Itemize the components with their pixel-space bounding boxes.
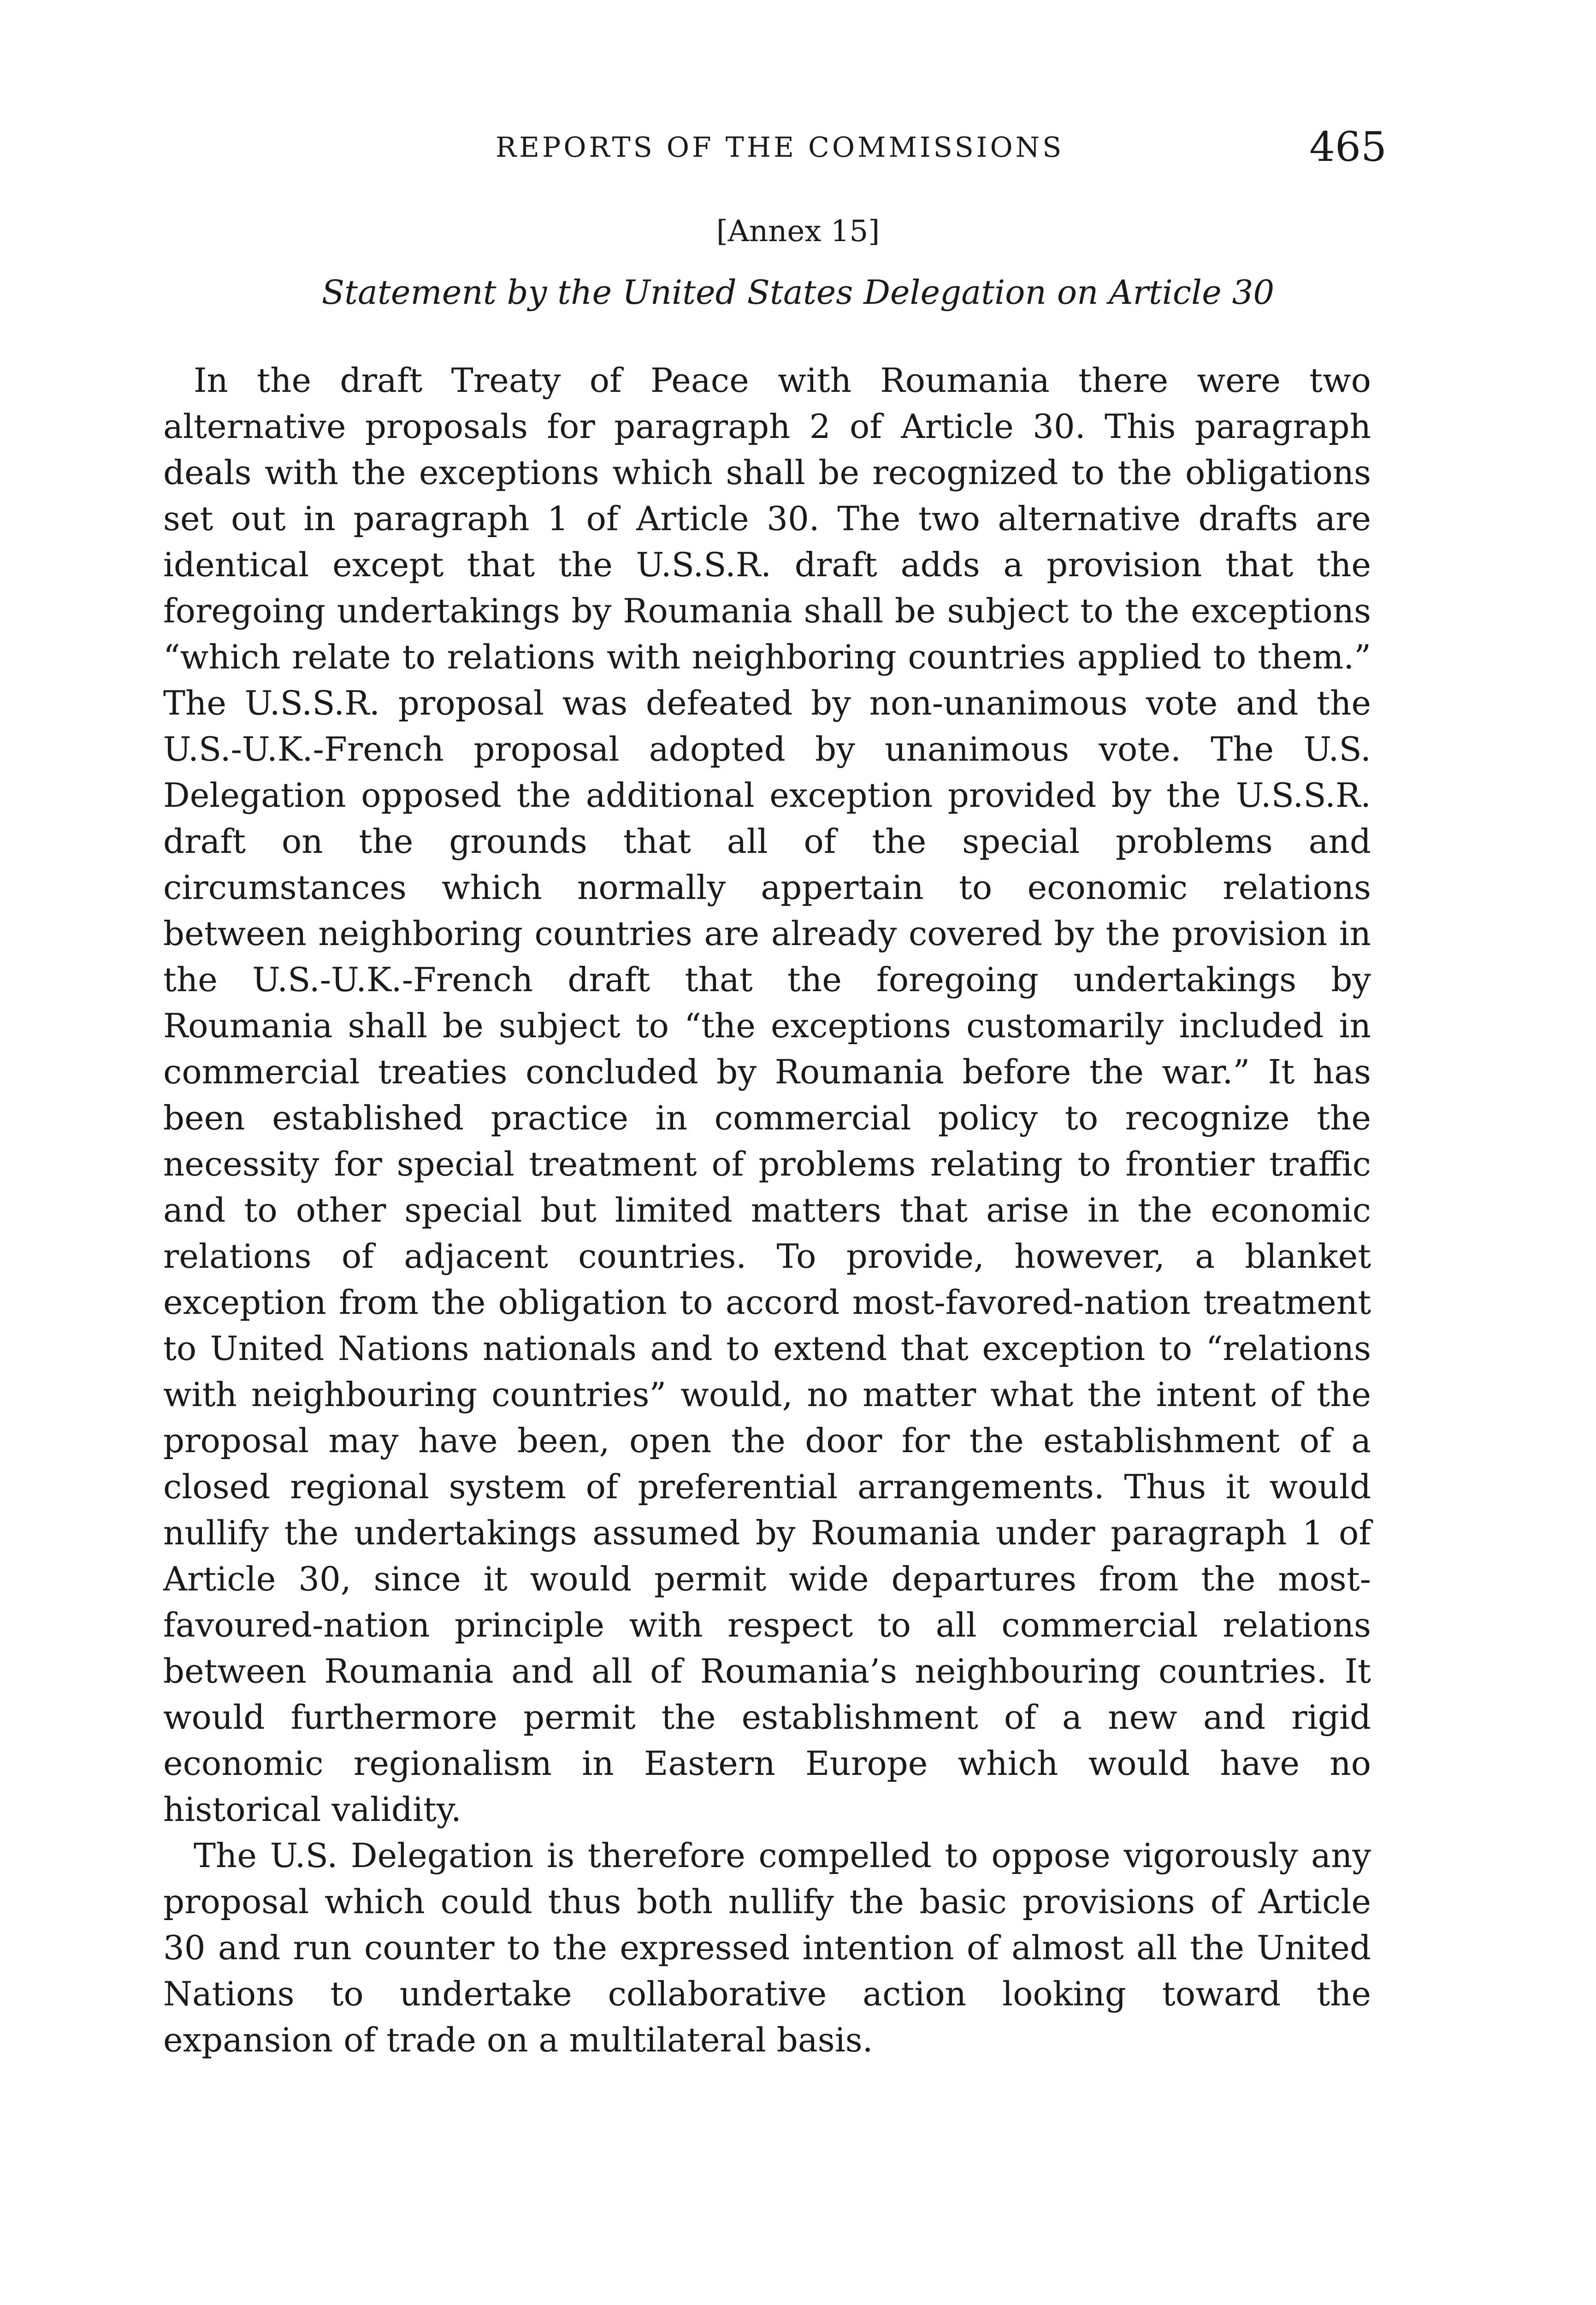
paragraph-1: In the draft Treaty of Peace with Roumania there were two alternative proposals for paragraph 2 of Article 30. This paragraph deals with the exceptions which shall be recognized to the obligations set out in paragraph 1 of Article 30. The two alternative drafts are identical except that the U.S.S.R. draft adds a provision that the foregoing undertakings by Roumania shall be subject to the exceptions “which relate to relations with neighboring countries applied to them.” The U.S.S.R. proposal was defeated by non-unanimous vote and the U.S.-U.K.-French proposal adopted by unanimous vote. The U.S. Delegation opposed the additional exception provided by the U.S.S.R. draft on the grounds that all of the special problems and circumstances which normally appertain to economic relations between neighboring countries are already covered by the provision in the U.S.-U.K.-French draft that the foregoing undertakings by Roumania shall be subject to “the exceptions customarily included in commercial treaties concluded by Roumania before the war.” It has been established practice in commercial policy to recognize the necessity for special treatment of problems relating to frontier traffic and to other special but limited matters that arise in the economic relations of adjacent countries. To provide, however, a blanket exception from the obligation to accord most-favored-nation treatment to United Nations nationals and to extend that exception to “relations with neighbouring countries” would, no matter what the intent of the proposal may have been, open the door for the establishment of a closed regional system of preferential arrangements. Thus it would nullify the undertakings assumed by Roumania under paragraph 1 of Article 30, since it would permit wide departures from the most-favoured-nation principle with respect to all commercial relations between Roumania and all of Roumania’s neighbouring countries. It would furthermore permit the establishment of a new and rigid economic regionalism in Eastern Europe which would have no historical validity. [163, 361, 1371, 1829]
running-head: REPORTS OF THE COMMISSIONS [496, 131, 1064, 164]
paragraph-2: The U.S. Delegation is therefore compelled to oppose vigorously any proposal which could thus both nullify the basic provisions of Article 30 and run counter to the expressed intention of almost all the United Nations to undertake collaborative action looking toward the expansion of trade on a multilateral basis. [163, 1836, 1371, 2059]
statement-title: Statement by the United States Delegation on Article 30 [321, 273, 1275, 312]
page-number: 465 [1309, 123, 1387, 171]
annex-label: [Annex 15] [716, 214, 880, 248]
statement-body [163, 357, 1371, 2063]
